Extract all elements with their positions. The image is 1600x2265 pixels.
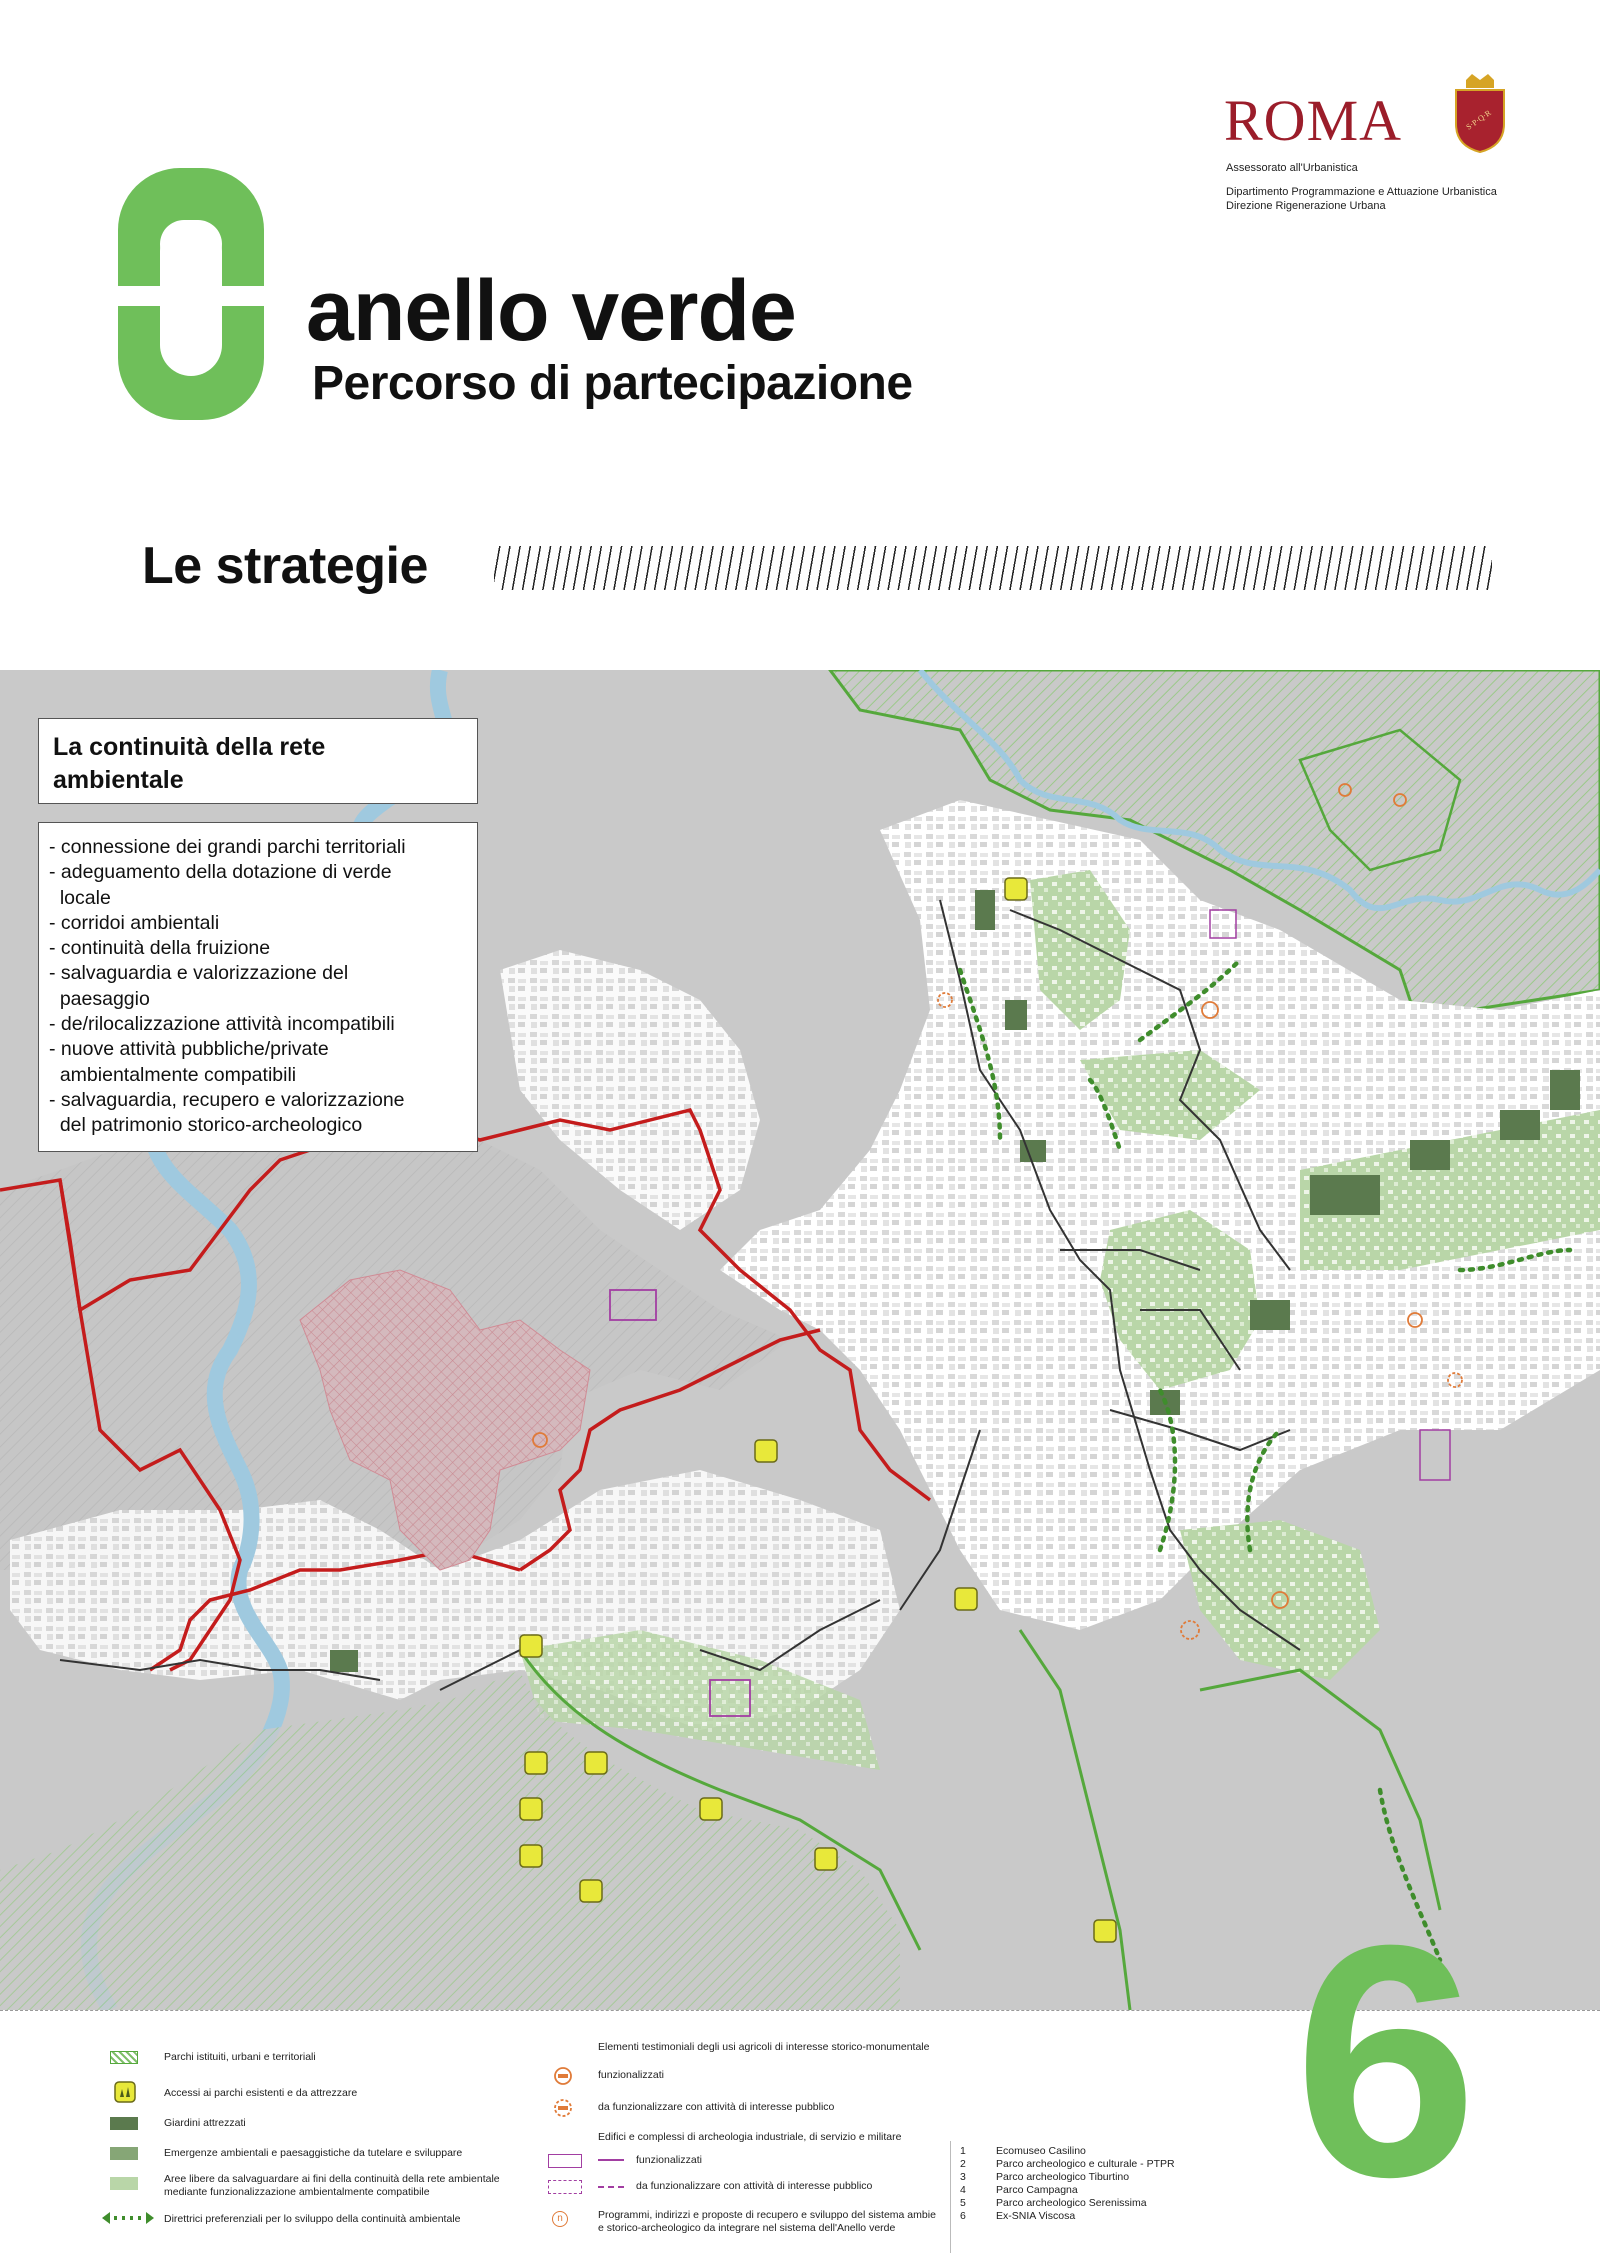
direttrici-arrow-icon xyxy=(102,2211,154,2225)
dipartimento-label: Dipartimento Programmazione e Attuazione Urbanistica xyxy=(1226,186,1497,198)
park-access-icon xyxy=(815,1848,837,1870)
legend-programmi-2: e storico-archeologico da integrare nel sistema dell'Anello verde xyxy=(598,2222,896,2234)
hatched-divider xyxy=(494,546,1492,590)
legend-numbered-n: 3 xyxy=(960,2171,966,2183)
legend-parchi: Parchi istituiti, urbani e territoriali xyxy=(164,2051,316,2063)
legend-edifici-title: Edifici e complessi di archeologia industriale, di servizio e militare xyxy=(598,2131,902,2143)
shield-text: S·P·Q·R xyxy=(1464,108,1493,132)
park-east-border xyxy=(1020,1630,1130,2010)
strategy-item: - continuità della fruizione xyxy=(49,937,271,960)
heritage-to-functionalize-icon xyxy=(552,2097,574,2119)
legend-numbered-label: Ex-SNIA Viscosa xyxy=(996,2210,1076,2222)
legend-programmi-symbol xyxy=(552,2211,568,2227)
strategy-item: paesaggio xyxy=(49,987,150,1010)
legend-numbered-n: 1 xyxy=(960,2145,966,2157)
legend-swatch-edifici-funz xyxy=(548,2154,582,2168)
legend-numbered-divider xyxy=(950,2141,951,2253)
legend-aree-libere-1: Aree libere da salvaguardare ai fini della continuità della rete ambientale xyxy=(164,2173,500,2185)
garden-3 xyxy=(1310,1175,1380,1215)
legend-elementi-title: Elementi testimoniali degli usi agricoli di interesse storico-monumentale xyxy=(598,2041,930,2053)
legend-numbered-label: Parco Campagna xyxy=(996,2184,1078,2196)
strategy-box-title-line2: ambientale xyxy=(53,765,184,794)
park-access-icon xyxy=(114,2081,136,2103)
legend-swatch-edifici-da-funz xyxy=(548,2180,582,2194)
roma-wordmark: ROMA xyxy=(1224,88,1403,153)
legend-line-edifici-da-funz xyxy=(598,2186,624,2188)
legend-da-funzionalizzare: da funzionalizzare con attività di interesse pubblico xyxy=(598,2101,835,2113)
assessorato-label: Assessorato all'Urbanistica xyxy=(1226,162,1358,174)
park-access-icon xyxy=(525,1752,547,1774)
strategy-item: - nuove attività pubbliche/private xyxy=(49,1038,329,1061)
strategy-item: locale xyxy=(49,886,111,909)
legend-numbered-n: 5 xyxy=(960,2197,966,2209)
legend-programmi-symbol-text: n xyxy=(557,2213,563,2224)
legend-numbered-label: Ecomuseo Casilino xyxy=(996,2145,1086,2157)
legend-programmi-1: Programmi, indirizzi e proposte di recupero e sviluppo del sistema ambie xyxy=(598,2209,936,2221)
park-southeast-border xyxy=(1200,1670,1440,1910)
garden-9 xyxy=(330,1650,358,1672)
strategy-item: - connessione dei grandi parchi territoriali xyxy=(49,836,406,858)
legend-swatch-emergenze xyxy=(110,2147,138,2160)
legend-giardini: Giardini attrezzati xyxy=(164,2117,246,2129)
legend-numbered-n: 6 xyxy=(960,2210,966,2222)
legend-aree-libere-2: mediante funzionalizzazione ambientalmente compatibile xyxy=(164,2186,430,2198)
strategy-item: - adeguamento della dotazione di verde xyxy=(49,861,392,884)
anello-verde-logo xyxy=(118,168,264,420)
legend-direttrici: Direttrici preferenziali per lo sviluppo della continuità ambientale xyxy=(164,2213,461,2225)
strategy-item: - de/rilocalizzazione attività incompatibili xyxy=(49,1013,395,1036)
roma-institution-logo xyxy=(1224,72,1524,222)
page-number: 6 xyxy=(1294,1876,1472,2245)
park-access-icon xyxy=(520,1798,542,1820)
park-access-icon xyxy=(580,1880,602,1902)
legend-numbered-n: 4 xyxy=(960,2184,966,2196)
industrial-site-3 xyxy=(1420,1430,1450,1480)
garden-7 xyxy=(1250,1300,1290,1330)
park-access-icon xyxy=(585,1752,607,1774)
legend-numbered-label: Parco archeologico e culturale - PTPR xyxy=(996,2158,1175,2170)
park-access-icon xyxy=(520,1635,542,1657)
strategy-item: ambientalmente compatibili xyxy=(49,1063,297,1086)
legend-edifici-funzionalizzati: funzionalizzati xyxy=(636,2154,702,2166)
legend-swatch-parchi xyxy=(110,2051,138,2064)
park-access-icon xyxy=(955,1588,977,1610)
direzione-label: Direzione Rigenerazione Urbana xyxy=(1226,200,1386,212)
strategy-item: - salvaguardia, recupero e valorizzazione xyxy=(49,1088,405,1111)
park-access-icon xyxy=(755,1440,777,1462)
strategy-item: - corridoi ambientali xyxy=(49,911,220,934)
park-access-icon xyxy=(1005,878,1027,900)
garden-10 xyxy=(1020,1140,1046,1162)
strategy-box-title xyxy=(38,718,478,804)
legend-swatch-aree-libere xyxy=(110,2177,138,2190)
legend-emergenze: Emergenze ambientali e paesaggistiche da tutelare e sviluppare xyxy=(164,2147,463,2159)
legend-accessi: Accessi ai parchi esistenti e da attrezzare xyxy=(164,2087,358,2099)
roma-shield-icon xyxy=(1452,72,1508,154)
heritage-functionalized-icon xyxy=(552,2065,574,2087)
section-title: Le strategie xyxy=(142,537,428,595)
legend-numbered-label: Parco archeologico Serenissima xyxy=(996,2197,1147,2209)
strategy-list xyxy=(38,822,478,1152)
legend-line-edifici-funz xyxy=(598,2159,624,2161)
park-access-icon xyxy=(520,1845,542,1867)
legend-numbered-label: Parco archeologico Tiburtino xyxy=(996,2171,1130,2183)
park-access-icon xyxy=(1094,1920,1116,1942)
garden-6 xyxy=(1550,1070,1580,1110)
legend-edifici-da-funzionalizzare: da funzionalizzare con attività di interesse pubblico xyxy=(636,2180,873,2192)
strategy-item: - salvaguardia e valorizzazione del xyxy=(49,962,349,985)
park-access-icon xyxy=(700,1798,722,1820)
garden-4 xyxy=(1410,1140,1450,1170)
garden-2 xyxy=(1005,1000,1027,1030)
garden-5 xyxy=(1500,1110,1540,1140)
page-subtitle: Percorso di partecipazione xyxy=(312,357,913,410)
green-area-5 xyxy=(1180,1520,1380,1680)
garden-1 xyxy=(975,890,995,930)
strategy-box-title-line1: La continuità della rete xyxy=(53,733,326,761)
legend-swatch-giardini xyxy=(110,2117,138,2130)
legend-numbered-n: 2 xyxy=(960,2158,966,2170)
strategy-item: del patrimonio storico-archeologico xyxy=(49,1114,363,1137)
legend-funzionalizzati: funzionalizzati xyxy=(598,2069,664,2081)
page-title: anello verde xyxy=(306,263,796,359)
